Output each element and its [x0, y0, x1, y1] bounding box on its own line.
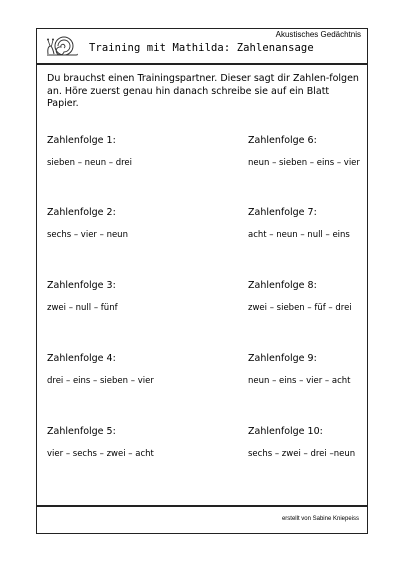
- sequence-text: drei – eins – sieben – vier: [47, 376, 154, 386]
- sequence-text: zwei – sieben – füf – drei: [248, 303, 352, 313]
- sequence-item-1: [47, 135, 207, 168]
- sequence-item-10: [248, 426, 400, 459]
- sequence-label: Zahlenfolge 4:: [47, 353, 116, 364]
- sequence-label: Zahlenfolge 3:: [47, 280, 116, 291]
- sequence-text: sechs – zwei – drei –neun: [248, 449, 356, 459]
- worksheet-body: [36, 64, 368, 506]
- sequence-label: Zahlenfolge 7:: [248, 207, 317, 218]
- sequence-item-8: [248, 280, 400, 313]
- sequence-item-4: [47, 353, 207, 386]
- page-title: Training mit Mathilda: Zahlenansage: [89, 42, 314, 54]
- sequence-item-6: [248, 135, 400, 168]
- sequence-text: neun – sieben – eins – vier: [248, 158, 360, 168]
- sequence-label: Zahlenfolge 9:: [248, 353, 317, 364]
- category-label: Akustisches Gedächtnis: [275, 30, 361, 39]
- sequence-label: Zahlenfolge 5:: [47, 426, 116, 437]
- author-credit: erstellt von Sabine Kniepeiss: [281, 516, 359, 522]
- instructions-text: Du brauchst einen Trainingspartner. Dieser sagt dir Zahlen-folgen an. Höre zuerst genau hin danach schreibe sie auf ein Blatt Papier.: [47, 73, 359, 109]
- sequence-text: acht – neun – null – eins: [248, 230, 350, 240]
- worksheet-header: [36, 28, 368, 64]
- sequence-item-3: [47, 280, 207, 313]
- sequence-label: Zahlenfolge 8:: [248, 280, 317, 291]
- sequence-text: zwei – null – fünf: [47, 303, 118, 313]
- sequence-text: sechs – vier – neun: [47, 230, 128, 240]
- sequence-label: Zahlenfolge 10:: [248, 426, 323, 437]
- sequence-label: Zahlenfolge 6:: [248, 135, 317, 146]
- sequence-text: neun – eins – vier – acht: [248, 376, 351, 386]
- sequence-text: sieben – neun – drei: [47, 158, 133, 168]
- sequence-text: vier – sechs – zwei – acht: [47, 449, 154, 459]
- sequence-item-5: [47, 426, 207, 459]
- snail-icon: [45, 33, 79, 59]
- sequence-item-2: [47, 207, 207, 240]
- sequence-item-7: [248, 207, 400, 240]
- sequence-label: Zahlenfolge 2:: [47, 207, 116, 218]
- worksheet-footer: [36, 506, 368, 534]
- sequence-label: Zahlenfolge 1:: [47, 135, 116, 146]
- sequence-item-9: [248, 353, 400, 386]
